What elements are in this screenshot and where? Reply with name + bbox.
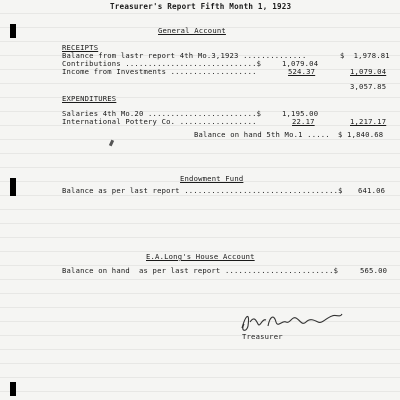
left-edge-tab-middle bbox=[10, 178, 16, 196]
ink-mark bbox=[109, 140, 114, 147]
receipt-row-1-amount: $ 1,978.81 bbox=[340, 51, 390, 60]
expenditures-heading: EXPENDITURES bbox=[62, 94, 117, 103]
left-edge-tab-bottom bbox=[10, 382, 16, 396]
receipt-row-3-amount: 1,079.04 bbox=[350, 67, 387, 76]
endowment-balance-value: 641.06 bbox=[358, 186, 386, 195]
house-balance-label: Balance on hand as per last report ........................$ bbox=[62, 266, 339, 275]
house-account-heading: E.A.Long's House Account bbox=[146, 252, 255, 261]
expenditure-row-1-label: Salaries 4th Mo.20 ........................$ bbox=[62, 109, 262, 118]
house-balance-value: 565.00 bbox=[360, 266, 388, 275]
receipt-row-3-label: Income from Investments ................... bbox=[62, 67, 257, 76]
general-account-heading: General Account bbox=[158, 26, 226, 35]
treasurer-title: Treasurer bbox=[242, 332, 283, 341]
receipt-row-2-subamount: 1,079.04 bbox=[282, 59, 319, 68]
left-edge-tab-top bbox=[10, 24, 16, 38]
expenditure-row-1-subamount: 1,195.00 bbox=[282, 109, 319, 118]
balance-on-hand-label: Balance on hand 5th Mo.1 ..... bbox=[194, 130, 330, 139]
endowment-balance-label: Balance as per last report ..................................$ bbox=[62, 186, 343, 195]
receipt-row-2-label: Contributions .............................$ bbox=[62, 59, 262, 68]
balance-on-hand-value: $ 1,840.68 bbox=[338, 130, 384, 139]
receipts-total: 3,057.85 bbox=[350, 82, 387, 91]
expenditure-row-2-amount: 1,217.17 bbox=[350, 117, 387, 126]
receipts-heading: RECEIPTS bbox=[62, 43, 99, 52]
endowment-fund-heading: Endowment Fund bbox=[180, 174, 244, 183]
treasurer-signature bbox=[236, 308, 346, 334]
expenditure-row-2-subamount: 22.17 bbox=[292, 117, 315, 126]
report-title: Treasurer's Report Fifth Month 1, 1923 bbox=[110, 2, 292, 11]
receipt-row-3-subamount: 524.37 bbox=[288, 67, 316, 76]
expenditure-row-2-label: International Pottery Co. ................. bbox=[62, 117, 257, 126]
receipt-row-1-label: Balance from lastr report 4th Mo.3,1923 .............. bbox=[62, 51, 307, 60]
